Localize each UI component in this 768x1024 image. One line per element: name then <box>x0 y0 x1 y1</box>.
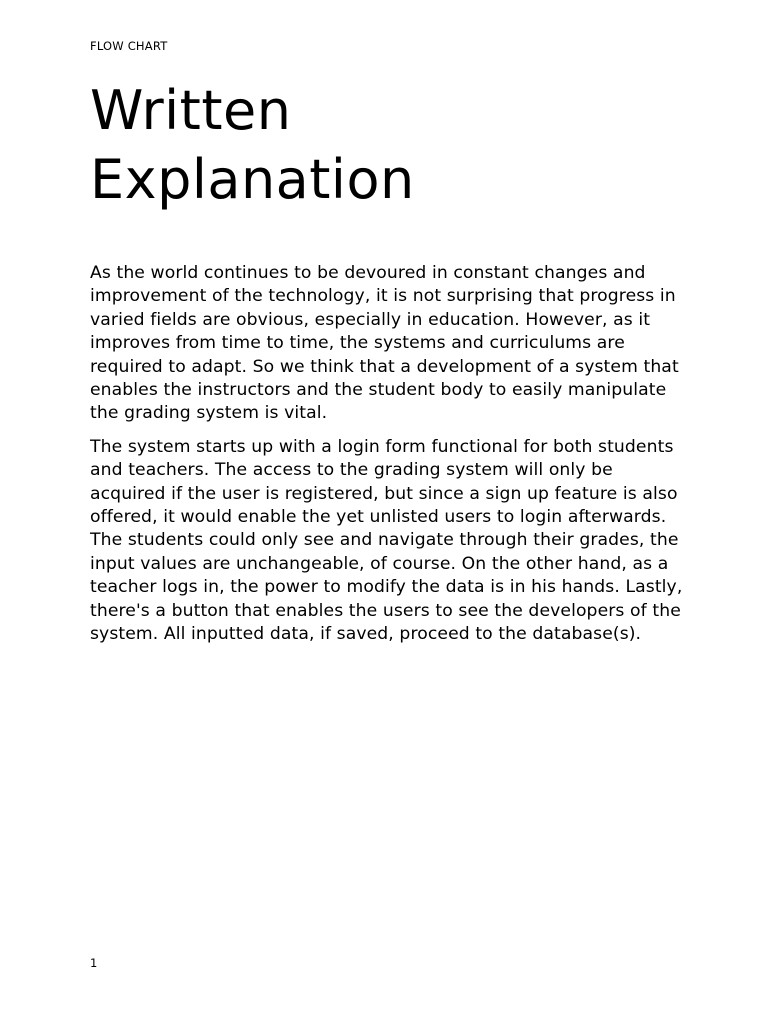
paragraph-system-description: The system starts up with a login form functional for both students and teachers. The access to the grading system will only be acquired if the user is registered, but since a sign up feature is also offered, it would enable the yet unlisted users to login afterwards. The students could only see and navigate through their grades, the input values are unchangeable, of course. On the other hand, as a teacher logs in, the power to modify the data is in his hands. Lastly, there's a button that enables the users to see the developers of the system. All inputted data, if saved, proceed to the database(s). <box>90 436 683 645</box>
page-title-line-1: Written <box>90 79 292 142</box>
page-number: 1 <box>90 956 98 970</box>
body-text <box>90 262 690 657</box>
paragraph-intro: As the world continues to be devoured in constant changes and improvement of the technology, it is not surprising that progress in varied fields are obvious, especially in education. However, as it improves from time to time, the systems and curriculums are required to adapt. So we think that a development of a system that enables the instructors and the student body to easily manipulate the grading system is vital. <box>90 263 679 424</box>
page-title <box>90 76 415 214</box>
running-header: FLOW CHART <box>90 39 168 53</box>
page-title-line-2: Explanation <box>90 148 415 211</box>
